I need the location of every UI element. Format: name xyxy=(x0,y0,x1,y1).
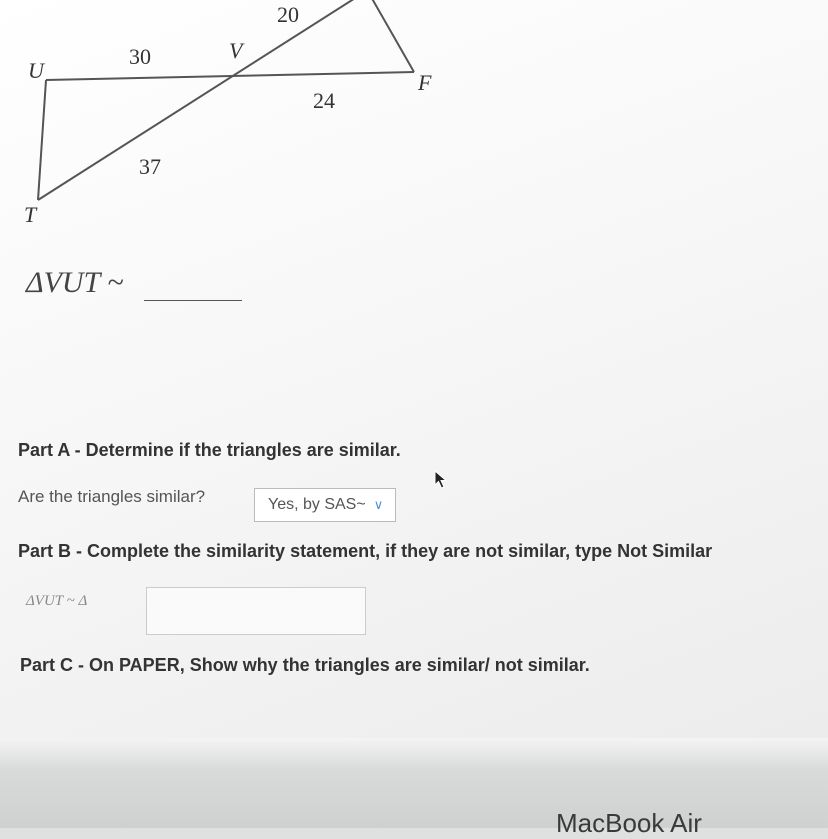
vertex-f: F xyxy=(418,70,432,95)
vertex-t: T xyxy=(24,202,37,227)
answer-blank-line xyxy=(144,300,242,301)
segment-f-top xyxy=(370,0,414,72)
side-label-vt: 37 xyxy=(139,154,161,179)
segment-tv-extended xyxy=(38,0,360,200)
similar-question-label: Are the triangles similar? xyxy=(18,487,206,506)
similarity-expression: ΔVUT ~ xyxy=(26,266,124,299)
dropdown-selected-value: Yes, by SAS~ xyxy=(268,496,366,513)
chevron-down-icon: ∨ xyxy=(373,497,384,512)
mouse-cursor-icon xyxy=(434,470,448,490)
laptop-bezel xyxy=(0,738,828,828)
part-b-title: Part B - Complete the similarity statement, if they are not similar, type Not Similar xyxy=(18,541,713,561)
similarity-statement-label: ΔVUT ~ Δ xyxy=(26,593,88,609)
similarity-dropdown[interactable] xyxy=(254,488,396,522)
segment-ut xyxy=(38,80,46,200)
side-label-top: 20 xyxy=(277,2,299,27)
device-brand-label: MacBook Air xyxy=(556,808,702,838)
vertex-v: V xyxy=(229,38,243,63)
side-label-vf: 24 xyxy=(313,88,335,113)
vertex-u: U xyxy=(28,58,44,83)
part-c-title: Part C - On PAPER, Show why the triangles are similar/ not similar. xyxy=(20,655,590,675)
side-label-uv: 30 xyxy=(129,44,151,69)
figure-lines xyxy=(38,0,414,200)
similarity-answer-input[interactable] xyxy=(146,587,366,635)
triangle-figure xyxy=(0,0,460,240)
part-a-title: Part A - Determine if the triangles are similar. xyxy=(18,440,401,460)
